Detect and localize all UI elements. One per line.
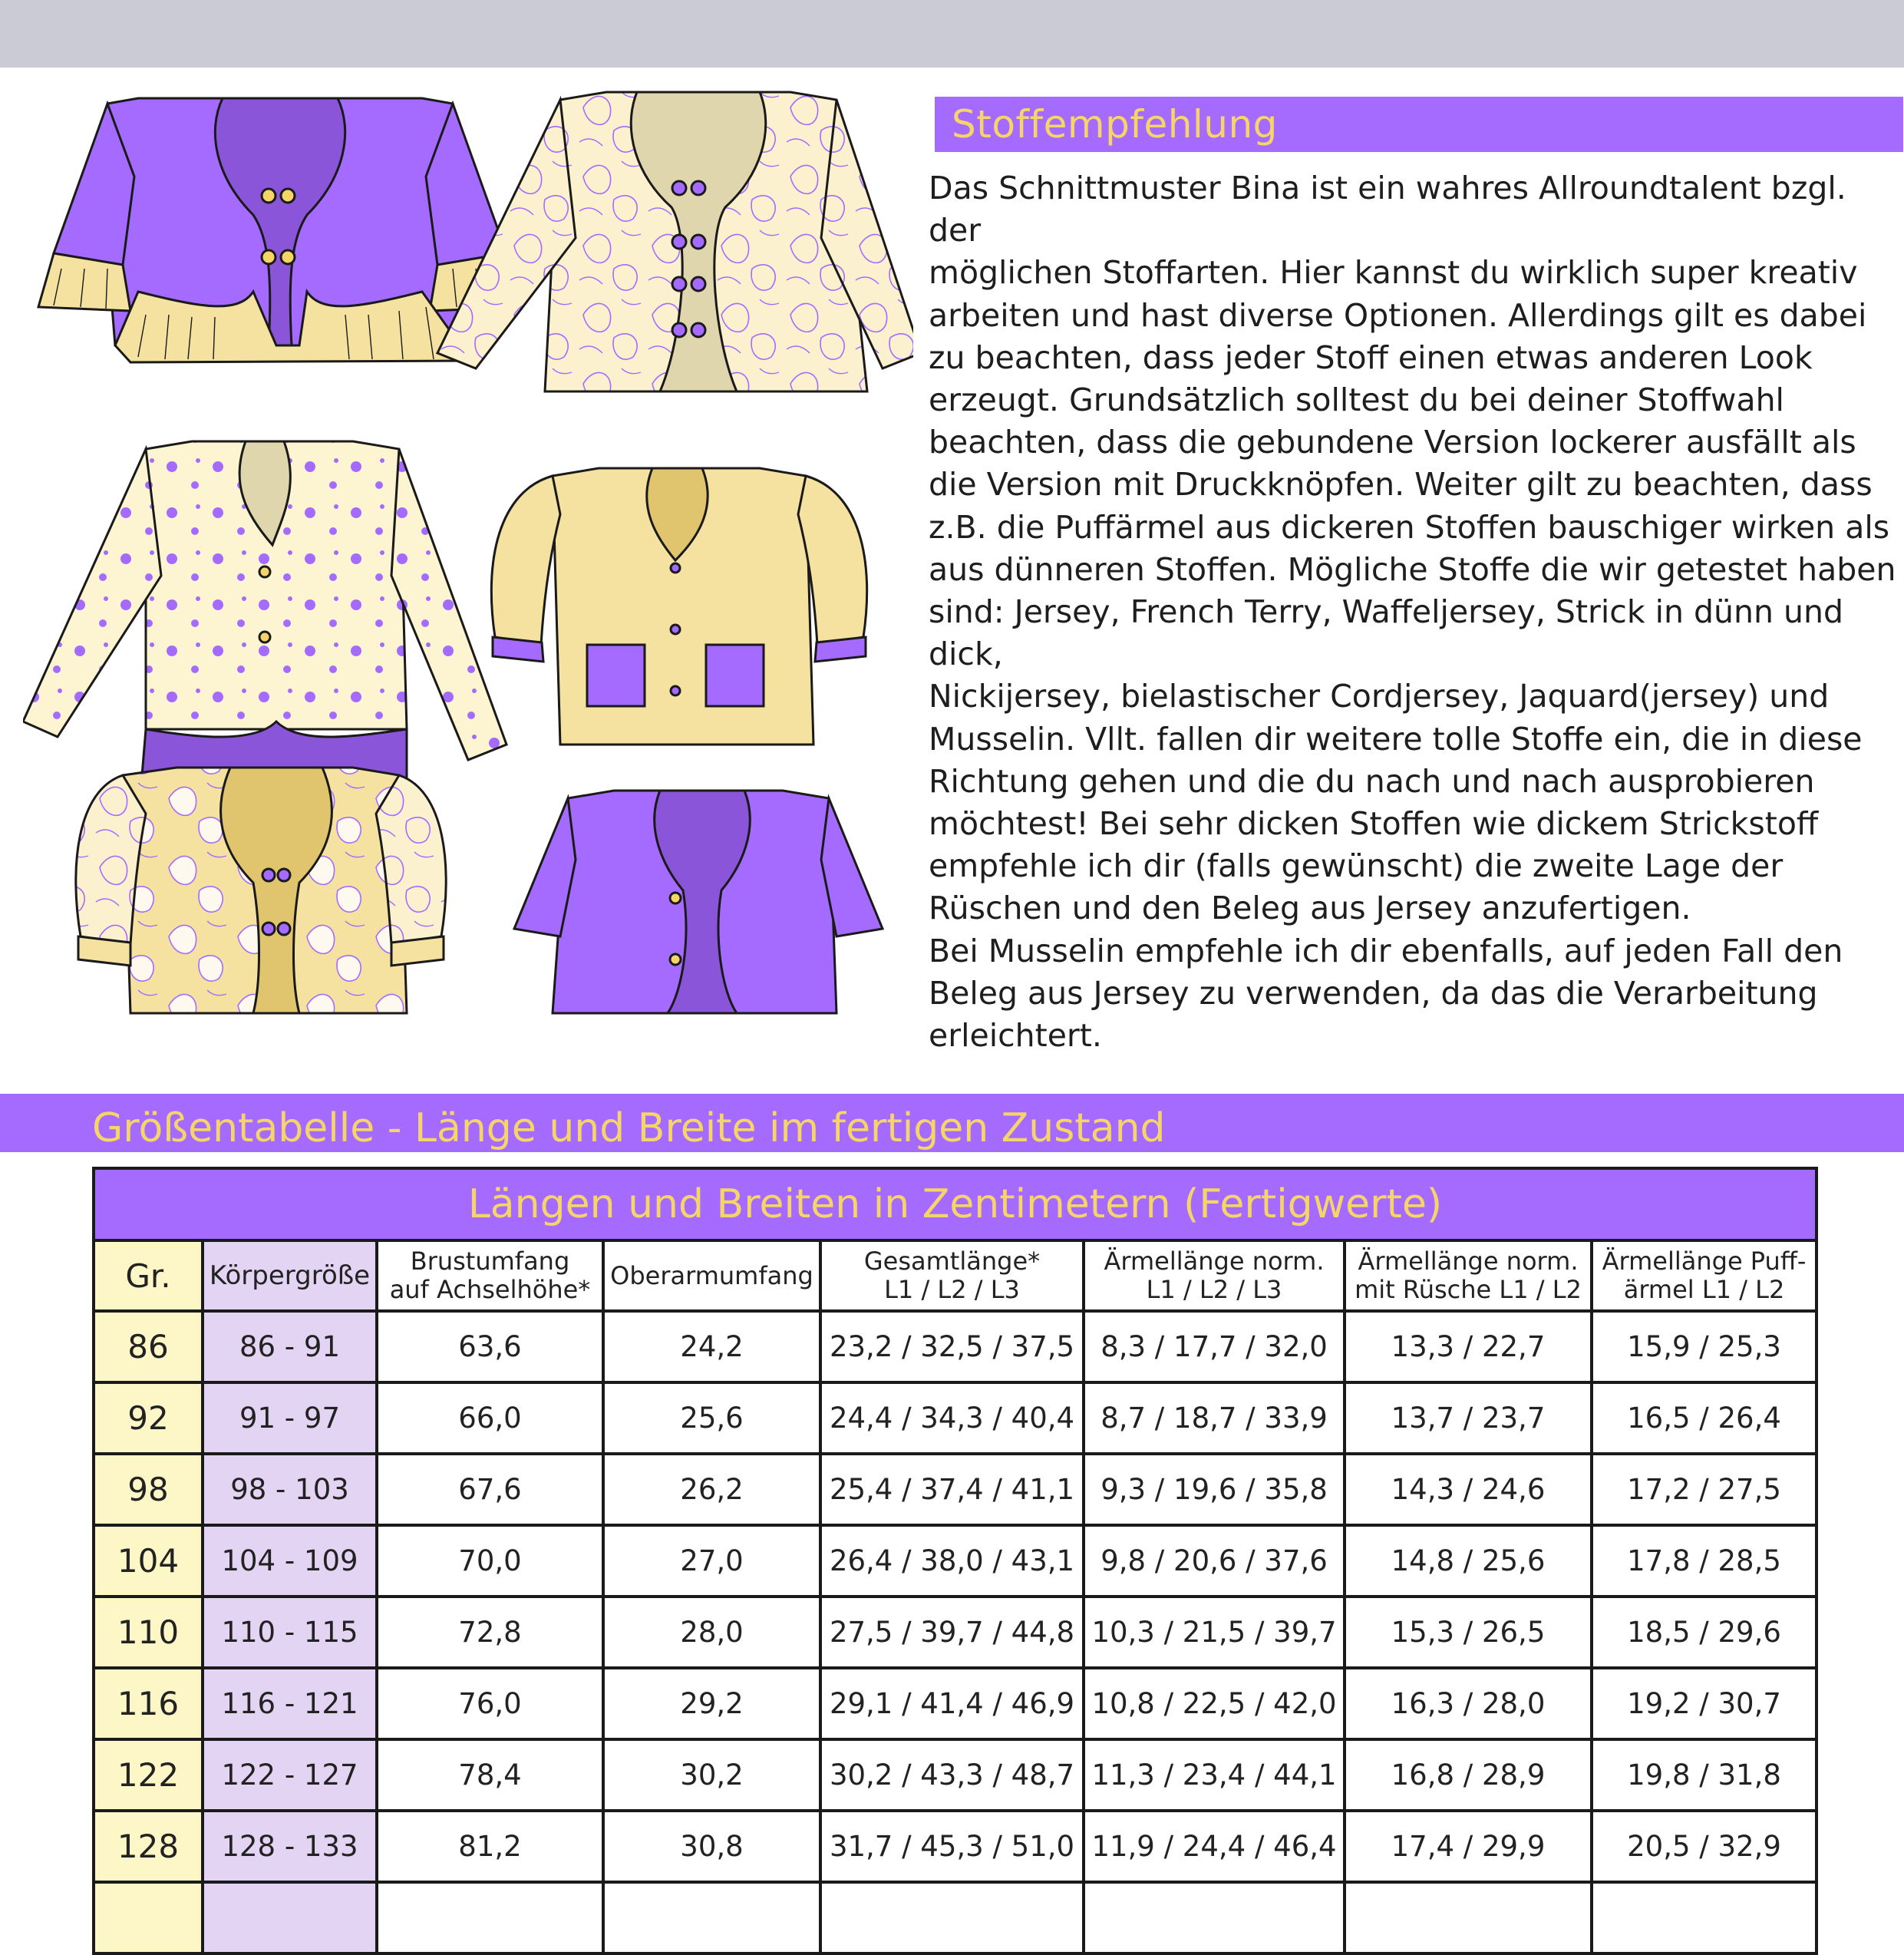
cell-body-height: 122 - 127 [203,1739,377,1811]
table-row [94,1382,1817,1454]
cell-size: 98 [94,1454,203,1525]
cell-empty [603,1882,820,1953]
cell-chest: 67,6 [377,1454,603,1525]
jacket-dotted-ruffle [23,441,507,783]
cell-sleeve-normal: 10,3 / 21,5 / 39,7 [1084,1597,1345,1668]
jacket-yellow-puffsleeve [491,468,866,745]
cell-total-length: 31,7 / 45,3 / 51,0 [820,1811,1084,1882]
table-row [94,1739,1817,1811]
table-row [94,1454,1817,1525]
cell-sleeve-puff: 15,9 / 25,3 [1592,1311,1817,1382]
text-line: möchtest! Bei sehr dicken Stoffen wie dickem Strickstoff [929,805,1819,843]
cell-sleeve-puff: 19,2 / 30,7 [1592,1668,1817,1739]
text-line: arbeiten und hast diverse Optionen. Allerdings gilt es dabei [929,296,1867,334]
cell-sleeve-puff: 17,2 / 27,5 [1592,1454,1817,1525]
table-header-row [94,1240,1817,1311]
cell-upper-arm: 24,2 [603,1311,820,1382]
text-line: Bei Musselin empfehle ich dir ebenfalls, auf jeden Fall den [929,932,1843,969]
cell-chest: 66,0 [377,1382,603,1454]
cell-size [94,1882,203,1953]
cell-sleeve-puff: 19,8 / 31,8 [1592,1739,1817,1811]
text-line: aus dünneren Stoffen. Mögliche Stoffe die wir getestet haben [929,550,1896,588]
cell-sleeve-ruffle: 15,3 / 26,5 [1345,1597,1592,1668]
cell-sleeve-ruffle: 16,8 / 28,9 [1345,1739,1592,1811]
cell-sleeve-normal: 10,8 / 22,5 / 42,0 [1084,1668,1345,1739]
cell-upper-arm: 30,2 [603,1739,820,1811]
cell-sleeve-puff: 18,5 / 29,6 [1592,1597,1817,1668]
cell-body-height: 91 - 97 [203,1382,377,1454]
text-line: Das Schnittmuster Bina ist ein wahres Allroundtalent bzgl. der [929,170,1846,249]
cell-size: 110 [94,1597,203,1668]
header-chest: Brustumfang auf Achselhöhe* [377,1240,603,1311]
cell-size: 104 [94,1525,203,1597]
table-row [94,1525,1817,1597]
cell-sleeve-ruffle: 13,7 / 23,7 [1345,1382,1592,1454]
cell-empty [1592,1882,1817,1953]
cell-upper-arm: 29,2 [603,1668,820,1739]
table-caption: Längen und Breiten in Zentimetern (Fertigwerte) [94,1168,1817,1240]
text-line: zu beachten, dass jeder Stoff einen etwas anderen Look [929,338,1813,376]
cell-empty [1084,1882,1345,1953]
size-table-section-header: Größentabelle - Länge und Breite im fertigen Zustand [0,1094,1904,1152]
cell-total-length: 26,4 / 38,0 / 43,1 [820,1525,1084,1597]
cell-total-length: 30,2 / 43,3 / 48,7 [820,1739,1084,1811]
cell-size: 116 [94,1668,203,1739]
text-line: z.B. die Puffärmel aus dickeren Stoffen bauschiger wirken als [929,508,1890,546]
text-line: empfehle ich dir (falls gewünscht) die zweite Lage der [929,847,1784,885]
cell-chest: 76,0 [377,1668,603,1739]
header-sleeve-ruffle: Ärmellänge norm. mit Rüsche L1 / L2 [1345,1240,1592,1311]
header-upper-arm: Oberarmumfang [603,1240,820,1311]
cell-sleeve-ruffle: 16,3 / 28,0 [1345,1668,1592,1739]
cell-chest: 70,0 [377,1525,603,1597]
text-line: Musselin. Vllt. fallen dir weitere tolle Stoffe ein, die in diese [929,720,1863,758]
cell-sleeve-normal: 9,8 / 20,6 / 37,6 [1084,1525,1345,1597]
cell-upper-arm: 27,0 [603,1525,820,1597]
cell-body-height: 86 - 91 [203,1311,377,1382]
table-row-partial [94,1882,1817,1953]
text-line: Nickijersey, bielastischer Cordjersey, Jaquard(jersey) und [929,678,1830,715]
cell-upper-arm: 28,0 [603,1597,820,1668]
cell-sleeve-normal: 11,9 / 24,4 / 46,4 [1084,1811,1345,1882]
table-row [94,1811,1817,1882]
top-bar [0,0,1904,68]
cell-empty [377,1882,603,1953]
header-sleeve-normal: Ärmellänge norm. L1 / L2 / L3 [1084,1240,1345,1311]
jacket-illustrations [23,84,913,1044]
cell-sleeve-ruffle: 14,8 / 25,6 [1345,1525,1592,1597]
table-row [94,1668,1817,1739]
cell-body-height: 104 - 109 [203,1525,377,1597]
cell-sleeve-puff: 20,5 / 32,9 [1592,1811,1817,1882]
cell-body-height: 116 - 121 [203,1668,377,1739]
cell-empty [820,1882,1084,1953]
cell-size: 92 [94,1382,203,1454]
text-line: erzeugt. Grundsätzlich solltest du bei deiner Stoffwahl [929,381,1784,419]
text-line: möglichen Stoffarten. Hier kannst du wirklich super kreativ [929,254,1858,292]
jacket-purple-shortsleeve [514,791,883,1013]
cell-sleeve-ruffle: 13,3 / 22,7 [1345,1311,1592,1382]
cell-body-height: 98 - 103 [203,1454,377,1525]
cell-upper-arm: 30,8 [603,1811,820,1882]
cell-empty [1345,1882,1592,1953]
cell-sleeve-ruffle: 14,3 / 24,6 [1345,1454,1592,1525]
cell-size: 128 [94,1811,203,1882]
cell-sleeve-puff: 17,8 / 28,5 [1592,1525,1817,1597]
cell-upper-arm: 25,6 [603,1382,820,1454]
text-line: erleichtert. [929,1017,1102,1055]
cell-total-length: 24,4 / 34,3 / 40,4 [820,1382,1084,1454]
cell-size: 122 [94,1739,203,1811]
text-line: beachten, dass die gebundene Version lockerer ausfällt als [929,424,1856,461]
cell-chest: 63,6 [377,1311,603,1382]
fabric-recommendation-text [929,167,1897,1057]
text-line: sind: Jersey, French Terry, Waffeljersey, Strick in dünn und dick, [929,593,1844,673]
cell-chest: 78,4 [377,1739,603,1811]
jacket-floral-longsleeve [437,92,913,391]
cell-sleeve-normal: 9,3 / 19,6 / 35,8 [1084,1454,1345,1525]
cell-chest: 72,8 [377,1597,603,1668]
table-row [94,1597,1817,1668]
header-body-height: Körpergröße [203,1240,377,1311]
cell-total-length: 25,4 / 37,4 / 41,1 [820,1454,1084,1525]
jacket-purple-ruffle [38,98,522,362]
cell-total-length: 23,2 / 32,5 / 37,5 [820,1311,1084,1382]
header-sleeve-puff: Ärmellänge Puff- ärmel L1 / L2 [1592,1240,1817,1311]
text-line: Richtung gehen und die du nach und nach ausprobieren [929,762,1815,800]
jacket-floral-puffsleeve [76,768,446,1013]
cell-chest: 81,2 [377,1811,603,1882]
cell-sleeve-normal: 8,7 / 18,7 / 33,9 [1084,1382,1345,1454]
fabric-recommendation-header: Stoffempfehlung [935,97,1903,152]
table-row [94,1311,1817,1382]
size-table [92,1167,1818,1955]
cell-sleeve-normal: 8,3 / 17,7 / 32,0 [1084,1311,1345,1382]
header-total-length: Gesamtlänge* L1 / L2 / L3 [820,1240,1084,1311]
cell-total-length: 27,5 / 39,7 / 44,8 [820,1597,1084,1668]
text-line: Beleg aus Jersey zu verwenden, da das die Verarbeitung [929,974,1818,1012]
text-line: Rüschen und den Beleg aus Jersey anzufertigen. [929,890,1691,927]
cell-body-height [203,1882,377,1953]
cell-sleeve-normal: 11,3 / 23,4 / 44,1 [1084,1739,1345,1811]
text-line: die Version mit Druckknöpfen. Weiter gilt zu beachten, dass [929,466,1873,504]
cell-body-height: 128 - 133 [203,1811,377,1882]
cell-sleeve-puff: 16,5 / 26,4 [1592,1382,1817,1454]
cell-sleeve-ruffle: 17,4 / 29,9 [1345,1811,1592,1882]
header-size: Gr. [94,1240,203,1311]
cell-upper-arm: 26,2 [603,1454,820,1525]
cell-body-height: 110 - 115 [203,1597,377,1668]
cell-total-length: 29,1 / 41,4 / 46,9 [820,1668,1084,1739]
cell-size: 86 [94,1311,203,1382]
